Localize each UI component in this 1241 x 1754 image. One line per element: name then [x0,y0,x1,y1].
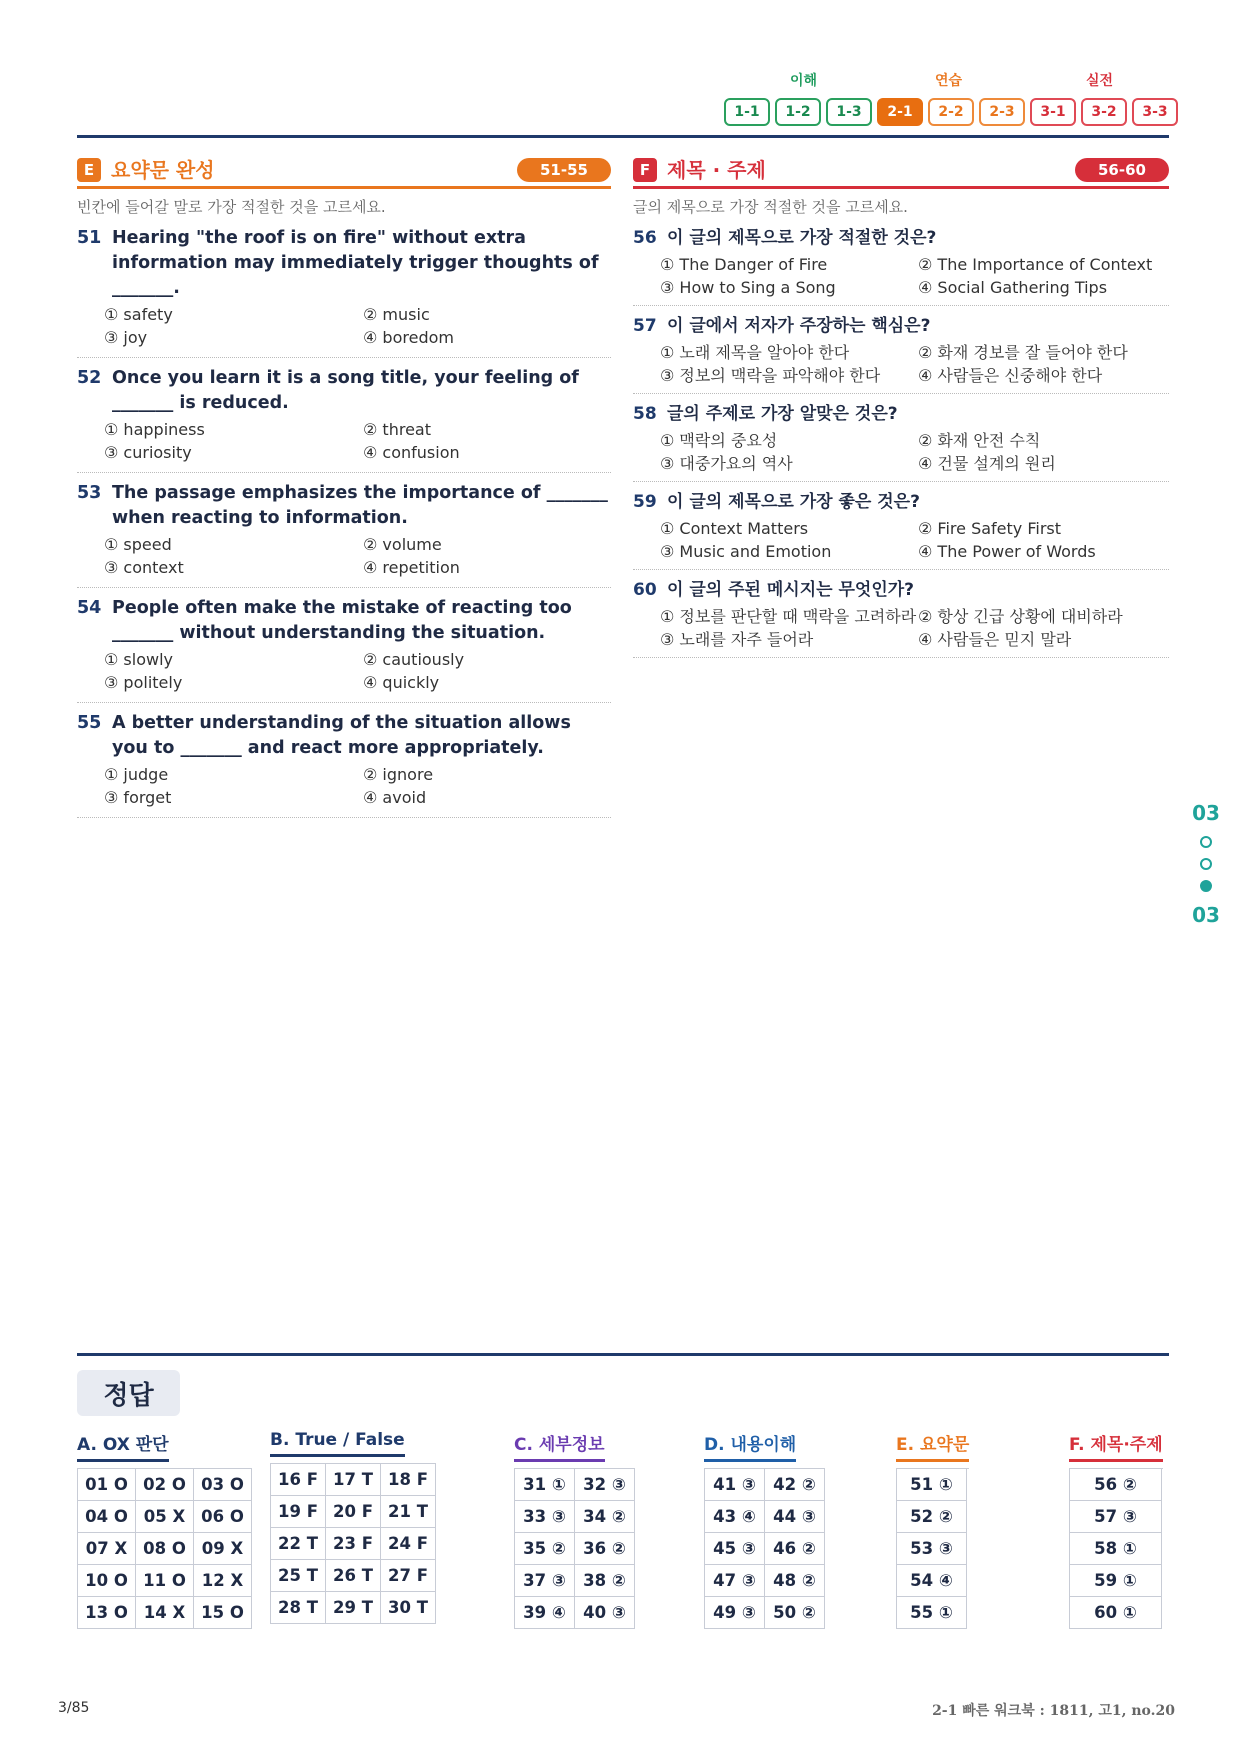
answer-cell: 60 ① [1070,1597,1162,1629]
option-4[interactable]: ④ repetition [363,558,460,577]
answer-cell: 07 X [78,1533,136,1565]
level-tab-1-1[interactable]: 1-1 [724,98,770,126]
option-3[interactable]: ③ curiosity [104,443,192,462]
question-56 [633,226,1169,306]
answer-cell: 32 ③ [575,1469,635,1501]
level-navigation [724,70,1180,126]
option-3[interactable]: ③ 정보의 맥락을 파악해야 한다 [660,366,881,385]
answer-cell: 47 ③ [705,1565,765,1597]
answer-cell: 06 O [194,1501,252,1533]
progress-dot-icon [1200,836,1212,848]
answer-cell: 03 O [194,1469,252,1501]
answer-cell: 01 O [78,1469,136,1501]
answer-cell: 36 ② [575,1533,635,1565]
section-f-underline [633,186,1169,189]
answer-cell: 09 X [194,1533,252,1565]
answer-cell: 49 ③ [705,1597,765,1629]
answer-cell: 10 O [78,1565,136,1597]
level-label-real: 실전 [1086,73,1114,89]
level-tab-2-1[interactable]: 2-1 [877,98,923,126]
option-1[interactable]: ① Context Matters [660,519,809,538]
answer-grid [704,1468,825,1629]
question-number: 56 [633,228,657,248]
answer-cell: 14 X [136,1597,194,1629]
question-stem: 이 글의 제목으로 가장 좋은 것은? [667,492,920,512]
answer-cell: 58 ① [1070,1533,1162,1565]
answer-group-title: B. True / False [270,1430,405,1457]
side-progress-top-number: 03 [1192,801,1220,825]
option-3[interactable]: ③ politely [104,673,183,692]
option-2[interactable]: ② music [363,305,430,324]
option-2[interactable]: ② 화재 안전 수칙 [918,431,1041,450]
question-stem: 이 글의 주된 메시지는 무엇인가? [667,580,915,600]
answer-cell: 19 F [271,1496,326,1528]
progress-dot-icon [1200,858,1212,870]
option-3[interactable]: ③ joy [104,328,148,347]
option-4[interactable]: ④ Social Gathering Tips [918,278,1108,297]
section-e-header [77,155,611,189]
question-stem: 글의 주제로 가장 알맞은 것은? [667,404,898,424]
level-tab-3-3[interactable]: 3-3 [1132,98,1178,126]
answer-group-title: E. 요약문 [896,1430,969,1462]
option-1[interactable]: ① happiness [104,420,205,439]
question-stem: People often make the mistake of reacting too _______ without understanding the situation. [112,598,572,643]
question-60 [633,578,1169,658]
question-59 [633,490,1169,570]
answer-cell: 48 ② [765,1565,825,1597]
answer-cell: 59 ① [1070,1565,1162,1597]
answer-cell: 35 ② [515,1533,575,1565]
section-e-underline [77,186,611,189]
option-4[interactable]: ④ boredom [363,328,454,347]
option-2[interactable]: ② The Importance of Context [918,255,1153,274]
answer-cell: 31 ① [515,1469,575,1501]
answer-cell: 43 ④ [705,1501,765,1533]
question-number: 52 [77,368,102,388]
answer-cell: 38 ② [575,1565,635,1597]
answer-cell: 33 ③ [515,1501,575,1533]
section-e-range-badge: 51-55 [517,158,611,182]
answer-cell: 42 ② [765,1469,825,1501]
side-progress [1186,800,1226,928]
section-e-instruction: 빈칸에 들어갈 말로 가장 적절한 것을 고르세요. [77,198,386,216]
question-52 [77,366,611,473]
option-3[interactable]: ③ Music and Emotion [660,542,832,561]
answer-group-b [270,1430,436,1624]
answer-group-d [704,1430,825,1629]
option-2[interactable]: ② ignore [363,765,434,784]
answer-cell: 02 O [136,1469,194,1501]
answers-title: 정답 [77,1370,180,1416]
question-number: 54 [77,598,102,618]
answer-cell: 17 T [326,1464,381,1496]
option-3[interactable]: ③ forget [104,788,172,807]
answer-cell: 16 F [271,1464,326,1496]
option-4[interactable]: ④ avoid [363,788,427,807]
level-tab-2-2[interactable]: 2-2 [928,98,974,126]
answer-grid [896,1468,969,1629]
answer-cell: 13 O [78,1597,136,1629]
question-51 [77,226,611,358]
option-4[interactable]: ④ 사람들은 믿지 말라 [918,630,1072,649]
option-1[interactable]: ① judge [104,765,169,784]
answer-cell: 24 F [381,1528,436,1560]
answer-group-f [1069,1430,1163,1629]
answers-divider [77,1353,1169,1356]
question-number: 57 [633,316,657,336]
level-label-understand: 이해 [790,73,818,89]
option-3[interactable]: ③ How to Sing a Song [660,278,836,297]
option-2[interactable]: ② Fire Safety First [918,519,1062,538]
answer-cell: 08 O [136,1533,194,1565]
level-tabs [724,98,1178,126]
option-1[interactable]: ① 정보를 판단할 때 맥락을 고려하라 [660,607,917,626]
answer-cell: 05 X [136,1501,194,1533]
answer-cell: 23 F [326,1528,381,1560]
option-1[interactable]: ① safety [104,305,173,324]
page-number: 3/85 [58,1700,90,1716]
option-2[interactable]: ② volume [363,535,442,554]
question-55 [77,711,611,818]
answer-cell: 39 ④ [515,1597,575,1629]
option-1[interactable]: ① 맥락의 중요성 [660,431,778,450]
option-2[interactable]: ② cautiously [363,650,465,669]
answer-group-e [896,1430,969,1629]
answer-cell: 56 ② [1070,1469,1162,1501]
question-stem: Hearing "the roof is on fire" without extra information may immediately trigger thoughts of _______. [112,228,599,298]
option-3[interactable]: ③ 노래를 자주 들어라 [660,630,814,649]
answer-group-title: F. 제목·주제 [1069,1430,1163,1462]
answer-cell: 26 T [326,1560,381,1592]
question-stem: A better understanding of the situation allows you to _______ and react more appropriately. [112,713,571,758]
answer-cell: 21 T [381,1496,436,1528]
option-1[interactable]: ① speed [104,535,172,554]
answer-cell: 34 ② [575,1501,635,1533]
question-stem: 이 글에서 저자가 주장하는 핵심은? [667,316,931,336]
level-tab-3-1[interactable]: 3-1 [1030,98,1076,126]
answer-cell: 20 F [326,1496,381,1528]
answer-cell: 52 ② [897,1501,967,1533]
answer-group-title: D. 내용이해 [704,1430,796,1462]
answer-cell: 04 O [78,1501,136,1533]
question-stem: 이 글의 제목으로 가장 적절한 것은? [667,228,937,248]
answer-cell: 28 T [271,1592,326,1624]
question-number: 58 [633,404,657,424]
level-tab-1-3[interactable]: 1-3 [826,98,872,126]
answer-cell: 18 F [381,1464,436,1496]
top-divider [77,135,1169,138]
option-2[interactable]: ② 항상 긴급 상황에 대비하라 [918,607,1123,626]
question-number: 53 [77,483,102,503]
answer-cell: 44 ③ [765,1501,825,1533]
progress-dot-filled-icon [1200,880,1212,892]
option-3[interactable]: ③ 대중가요의 역사 [660,454,793,473]
answer-cell: 22 T [271,1528,326,1560]
level-tab-3-2[interactable]: 3-2 [1081,98,1127,126]
answer-grid [1069,1468,1163,1629]
question-number: 60 [633,580,657,600]
option-4[interactable]: ④ quickly [363,673,440,692]
level-tab-2-3[interactable]: 2-3 [979,98,1025,126]
question-number: 59 [633,492,657,512]
answer-cell: 41 ③ [705,1469,765,1501]
option-3[interactable]: ③ context [104,558,184,577]
option-1[interactable]: ① slowly [104,650,173,669]
section-f-title: 제목 · 주제 [667,158,766,182]
question-number: 55 [77,713,102,733]
answer-group-a [77,1430,252,1629]
option-4[interactable]: ④ confusion [363,443,460,462]
option-4[interactable]: ④ The Power of Words [918,542,1096,561]
section-e-title: 요약문 완성 [111,158,215,182]
answer-group-c [514,1430,635,1629]
question-number: 51 [77,228,102,248]
answer-cell: 51 ① [897,1469,967,1501]
question-54 [77,596,611,703]
answer-group-title: C. 세부정보 [514,1430,605,1462]
answer-cell: 45 ③ [705,1533,765,1565]
option-4[interactable]: ④ 사람들은 신중해야 한다 [918,366,1103,385]
option-2[interactable]: ② 화재 경보를 잘 들어야 한다 [918,343,1128,362]
section-f-range-badge: 56-60 [1075,158,1169,182]
answer-cell: 30 T [381,1592,436,1624]
section-f-instruction: 글의 제목으로 가장 적절한 것을 고르세요. [633,198,908,216]
section-e-letter: E [77,158,101,182]
question-53 [77,481,611,588]
answer-cell: 54 ④ [897,1565,967,1597]
section-f-letter: F [633,158,657,182]
option-1[interactable]: ① 노래 제목을 알아야 한다 [660,343,850,362]
question-stem: Once you learn it is a song title, your feeling of _______ is reduced. [112,368,579,413]
section-f-header [633,155,1169,189]
answer-cell: 27 F [381,1560,436,1592]
footer-reference: 2-1 빠른 워크북 : 1811, 고1, no.20 [932,1703,1175,1719]
answer-cell: 50 ② [765,1597,825,1629]
section-e-questions [77,226,611,826]
answer-cell: 55 ① [897,1597,967,1629]
answer-cell: 37 ③ [515,1565,575,1597]
answer-cell: 15 O [194,1597,252,1629]
answer-cell: 25 T [271,1560,326,1592]
section-f-questions [633,226,1169,666]
answer-cell: 40 ③ [575,1597,635,1629]
answer-cell: 57 ③ [1070,1501,1162,1533]
question-stem: The passage emphasizes the importance of _______ when reacting to information. [112,483,608,528]
answer-cell: 46 ② [765,1533,825,1565]
question-58 [633,402,1169,482]
option-1[interactable]: ① The Danger of Fire [660,255,828,274]
answer-cell: 53 ③ [897,1533,967,1565]
level-label-practice: 연습 [935,73,963,89]
answer-group-title: A. OX 판단 [77,1430,169,1462]
side-progress-bottom-number: 03 [1192,903,1220,927]
level-tab-1-2[interactable]: 1-2 [775,98,821,126]
question-57 [633,314,1169,394]
answer-cell: 11 O [136,1565,194,1597]
answer-cell: 29 T [326,1592,381,1624]
answer-grid [514,1468,635,1629]
answer-grid [270,1463,436,1624]
answer-cell: 12 X [194,1565,252,1597]
option-2[interactable]: ② threat [363,420,431,439]
answer-grid [77,1468,252,1629]
option-4[interactable]: ④ 건물 설계의 원리 [918,454,1056,473]
